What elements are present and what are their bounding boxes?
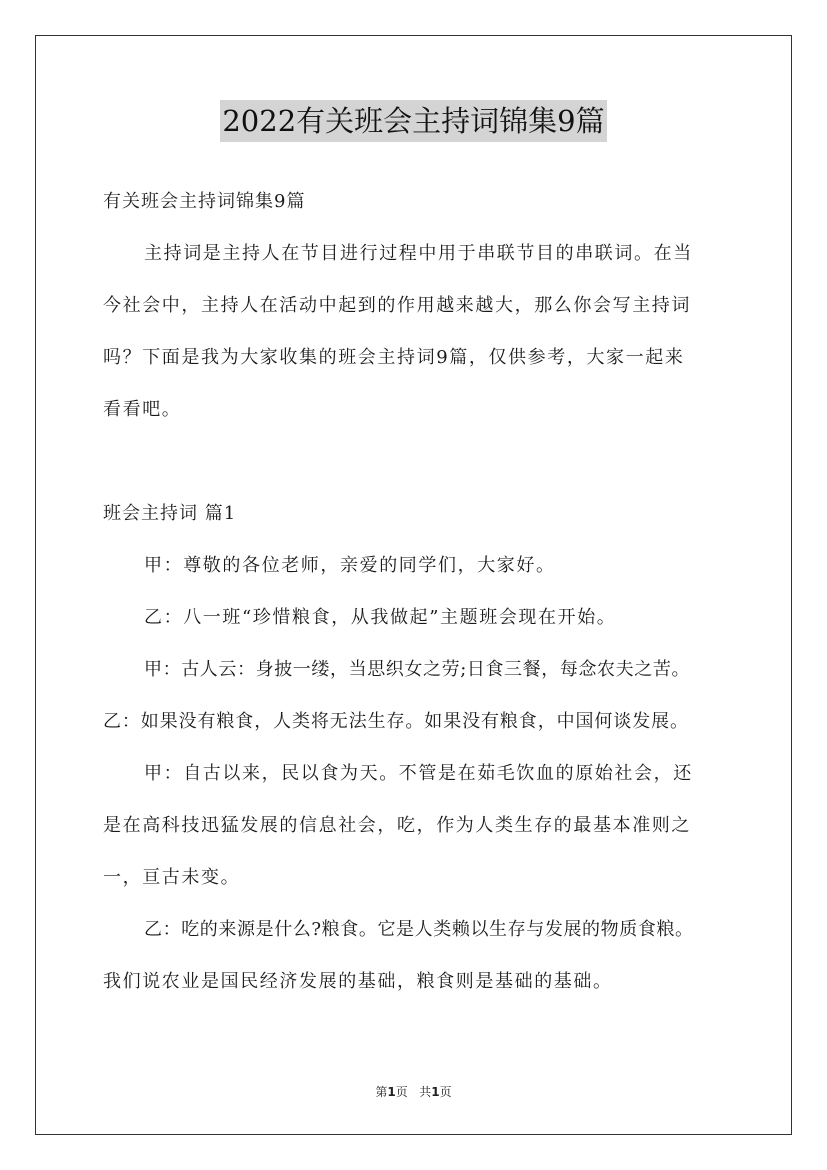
document-title	[0, 100, 827, 142]
page-footer	[0, 1083, 827, 1100]
dialogue-line: 一，亘古未变。	[103, 867, 241, 888]
dialogue-line: 甲：自古以来，民以食为天。不管是在茹毛饮血的原始社会，还	[144, 763, 693, 784]
dialogue-line: 我们说农业是国民经济发展的基础，粮食则是基础的基础。	[103, 971, 613, 992]
page-prefix: 第	[375, 1085, 388, 1099]
document-title-text: 2022有关班会主持词锦集9篇	[220, 100, 606, 142]
intro-line: 看看吧。	[103, 399, 182, 420]
intro-line: 今社会中，主持人在活动中起到的作用越来越大，那么你会写主持词	[103, 295, 691, 316]
dialogue-line: 乙：如果没有粮食，人类将无法生存。如果没有粮食，中国何谈发展。	[103, 711, 689, 732]
total-prefix: 共	[419, 1085, 432, 1099]
dialogue-line: 甲：古人云：身披一缕，当思织女之劳;日食三餐，每念农夫之苦。	[144, 659, 691, 680]
dialogue-line: 甲：尊敬的各位老师，亲爱的同学们，大家好。	[144, 555, 556, 576]
intro-line: 主持词是主持人在节目进行过程中用于串联节目的串联词。在当	[144, 243, 693, 264]
page-number: 1	[387, 1085, 396, 1099]
intro-line: 吗？下面是我为大家收集的班会主持词9篇，仅供参考，大家一起来	[103, 347, 685, 368]
page-suffix: 页	[395, 1085, 408, 1099]
section-heading: 班会主持词 篇1	[103, 503, 237, 524]
document-body	[103, 176, 731, 1008]
total-suffix: 页	[439, 1085, 452, 1099]
document-subtitle: 有关班会主持词锦集9篇	[103, 191, 306, 212]
dialogue-line: 乙：八一班“珍惜粮食，从我做起”主题班会现在开始。	[144, 607, 617, 628]
total-pages: 1	[431, 1085, 440, 1099]
dialogue-line: 乙：吃的来源是什么?粮食。它是人类赖以生存与发展的物质食粮。	[144, 919, 694, 940]
dialogue-line: 是在高科技迅猛发展的信息社会，吃，作为人类生存的最基本准则之	[103, 815, 691, 836]
